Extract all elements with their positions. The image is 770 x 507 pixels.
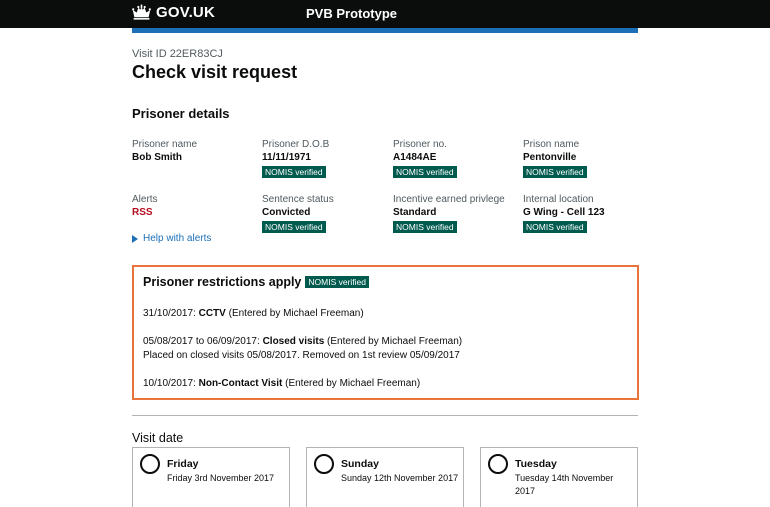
visit-date-option-friday[interactable] (132, 447, 290, 507)
nomis-verified-badge: NOMIS verified (393, 166, 457, 178)
restriction-date: 10/10/2017: (143, 378, 196, 389)
radio-button[interactable] (314, 454, 334, 474)
restriction-type: CCTV (198, 308, 226, 319)
disclosure-triangle-icon (132, 235, 138, 243)
sentence-status-field (262, 193, 387, 233)
option-day: Sunday (341, 458, 379, 470)
restriction-date: 31/10/2017: (143, 308, 196, 319)
restrictions-heading (143, 275, 369, 289)
visit-date-heading: Visit date (132, 431, 184, 445)
logo-text: GOV.UK (156, 4, 215, 21)
field-value: A1484AE (393, 152, 437, 163)
help-with-alerts-link[interactable] (132, 233, 211, 244)
field-label: Prison name (523, 139, 580, 150)
nomis-verified-badge: NOMIS verified (523, 166, 587, 178)
field-label: Prisoner name (132, 139, 198, 150)
prison-name-field (523, 138, 648, 178)
restriction-item (143, 377, 420, 391)
incentive-privilege-field (393, 193, 518, 233)
prisoner-dob-field (262, 138, 387, 178)
field-label: Incentive earned privlege (393, 194, 505, 205)
field-value: Bob Smith (132, 152, 182, 163)
section-divider (132, 415, 638, 416)
restrictions-title: Prisoner restrictions apply (143, 275, 302, 289)
nomis-verified-badge: NOMIS verified (523, 221, 587, 233)
option-date: Friday 3rd November 2017 (167, 473, 275, 483)
restriction-type: Closed visits (262, 336, 325, 347)
nomis-verified-badge: NOMIS verified (393, 221, 457, 233)
restriction-type: Non-Contact Visit (198, 378, 283, 389)
restriction-date: 05/08/2017 to 06/09/2017: (143, 336, 260, 347)
field-value: 11/11/1971 (262, 152, 311, 163)
option-date: Tuesday 14th November 2017 (515, 473, 614, 496)
option-day: Tuesday (515, 458, 557, 470)
alerts-field (132, 193, 257, 219)
nomis-verified-badge: NOMIS verified (262, 166, 326, 178)
govuk-logo[interactable] (132, 4, 215, 21)
field-value: G Wing - Cell 123 (523, 207, 605, 218)
service-name[interactable]: PVB Prototype (306, 6, 398, 21)
field-value: Pentonville (523, 152, 577, 163)
restriction-entered-by: (Entered by Michael Freeman) (327, 336, 463, 347)
field-label: Alerts (132, 194, 158, 205)
nomis-verified-badge: NOMIS verified (262, 221, 326, 233)
visit-date-option-sunday[interactable] (306, 447, 464, 507)
visit-date-option-tuesday[interactable] (480, 447, 638, 507)
nomis-verified-badge: NOMIS verified (305, 276, 369, 288)
restriction-entered-by: (Entered by Michael Freeman) (228, 308, 364, 319)
field-value: Standard (393, 207, 437, 218)
radio-button[interactable] (488, 454, 508, 474)
field-label: Sentence status (262, 194, 334, 205)
field-label: Prisoner no. (393, 139, 447, 150)
internal-location-field (523, 193, 648, 233)
restriction-entered-by: (Entered by Michael Freeman) (285, 378, 421, 389)
restriction-item (143, 307, 364, 321)
restrictions-panel (132, 265, 639, 400)
alert-value: RSS (132, 207, 153, 218)
header-stripe (132, 28, 638, 33)
visit-id: Visit ID 22ER83CJ (132, 48, 223, 60)
option-date: Sunday 12th November 2017 (341, 473, 459, 483)
crown-icon (132, 4, 151, 21)
radio-button[interactable] (140, 454, 160, 474)
prisoner-number-field (393, 138, 518, 178)
prisoner-name-field (132, 138, 257, 164)
site-header (0, 0, 770, 28)
restriction-item (143, 335, 462, 363)
restriction-note: Placed on closed visits 05/08/2017. Removed on 1st review 05/09/2017 (143, 350, 460, 361)
page-title: Check visit request (132, 62, 298, 82)
option-day: Friday (167, 458, 199, 470)
field-label: Prisoner D.O.B (262, 139, 330, 150)
help-link-text: Help with alerts (143, 233, 212, 244)
field-value: Convicted (262, 207, 311, 218)
prisoner-details-heading: Prisoner details (132, 106, 230, 121)
field-label: Internal location (523, 194, 594, 205)
